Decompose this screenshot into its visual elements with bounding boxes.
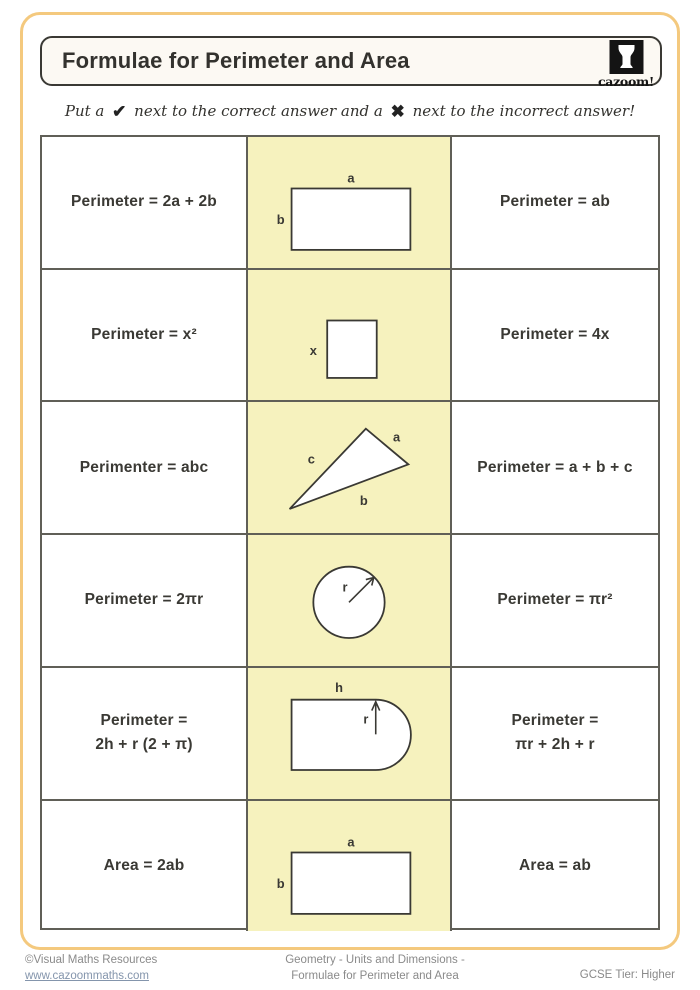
tier-label: GCSE Tier: Higher bbox=[579, 969, 675, 982]
topic-line2: Formulae for Perimeter and Area bbox=[291, 970, 459, 983]
formula-right-row4 bbox=[452, 535, 658, 668]
shape-cell-row4 bbox=[248, 535, 452, 668]
formula-text: Perimeter = ab bbox=[499, 193, 611, 211]
formula-text: Perimenter = abc bbox=[79, 458, 209, 476]
formula-text: Perimeter = x² bbox=[91, 326, 197, 344]
website-link[interactable]: www.cazoommaths.com bbox=[25, 970, 149, 983]
formula-text: Perimeter = 2πr bbox=[84, 591, 204, 609]
shape-cell-row2 bbox=[248, 270, 452, 403]
shape-cell-row1 bbox=[248, 137, 452, 270]
rectangle-semicircle-diagram bbox=[248, 668, 450, 799]
footer-topic-block bbox=[205, 952, 545, 984]
formula-text: Perimeter = a + b + c bbox=[477, 458, 633, 476]
formula-left-row2 bbox=[42, 270, 248, 403]
shape-label-h: h bbox=[335, 679, 344, 695]
instruction-text: next to the incorrect answer! bbox=[407, 102, 636, 120]
copyright-text: ©Visual Maths Resources bbox=[25, 954, 158, 966]
formula-left-row1 bbox=[42, 137, 248, 270]
shape-cell-row5 bbox=[248, 668, 452, 801]
check-icon: ✔ bbox=[112, 102, 127, 122]
formula-right-row6 bbox=[452, 801, 658, 932]
formula-left-row6 bbox=[42, 801, 248, 932]
shape-label-b: b bbox=[359, 493, 368, 509]
formula-text: 2h + r (2 + π) bbox=[95, 736, 193, 754]
footer-copyright-block bbox=[25, 952, 205, 984]
topic-line1: Geometry - Units and Dimensions - bbox=[285, 954, 465, 966]
shape-label-b: b bbox=[276, 212, 285, 228]
shape-cell-row6 bbox=[248, 801, 452, 932]
formula-right-row2 bbox=[452, 270, 658, 403]
instruction-text: Put a bbox=[64, 102, 110, 120]
cazoom-logo-icon bbox=[609, 40, 644, 74]
formula-text: Perimeter = bbox=[511, 712, 599, 730]
page-title: Formulae for Perimeter and Area bbox=[62, 48, 410, 73]
formula-right-row3 bbox=[452, 402, 658, 535]
cazoom-logo bbox=[598, 40, 654, 89]
shape-label-r: r bbox=[342, 579, 348, 595]
formula-text: Area = ab bbox=[518, 856, 592, 874]
formula-text: πr + 2h + r bbox=[515, 736, 595, 754]
formula-text: Perimeter = 4x bbox=[500, 326, 610, 344]
formula-left-row4 bbox=[42, 535, 248, 668]
formula-text: Area = 2ab bbox=[103, 856, 185, 874]
cazoom-logo-label: cazoom! bbox=[598, 74, 655, 89]
formula-text: Perimeter = πr² bbox=[497, 591, 613, 609]
instruction-line bbox=[0, 101, 700, 121]
formula-text: Perimeter = 2a + 2b bbox=[71, 193, 217, 211]
formula-table bbox=[40, 135, 660, 930]
shape-label-a: a bbox=[347, 834, 355, 850]
rectangle-diagram bbox=[248, 801, 450, 932]
rectangle-diagram bbox=[248, 137, 450, 268]
shape-label-a: a bbox=[347, 170, 355, 186]
shape-label-b: b bbox=[276, 875, 285, 891]
shape-label-c: c bbox=[307, 451, 315, 467]
shape-label-x: x bbox=[309, 342, 317, 358]
shape-label-a: a bbox=[392, 430, 401, 446]
shape-cell-row3 bbox=[248, 402, 452, 535]
triangle-diagram bbox=[248, 402, 450, 533]
circle-diagram bbox=[248, 535, 450, 666]
square-diagram bbox=[248, 270, 450, 401]
instruction-text: next to the correct answer and a bbox=[129, 102, 388, 120]
formula-right-row1 bbox=[452, 137, 658, 270]
formula-left-row5 bbox=[42, 668, 248, 801]
footer bbox=[25, 952, 675, 984]
formula-left-row3 bbox=[42, 402, 248, 535]
formula-text: Perimeter = bbox=[100, 712, 188, 730]
cross-icon: ✖ bbox=[390, 102, 405, 122]
shape-label-r: r bbox=[363, 711, 369, 727]
formula-right-row5 bbox=[452, 668, 658, 801]
title-bar bbox=[40, 36, 662, 89]
